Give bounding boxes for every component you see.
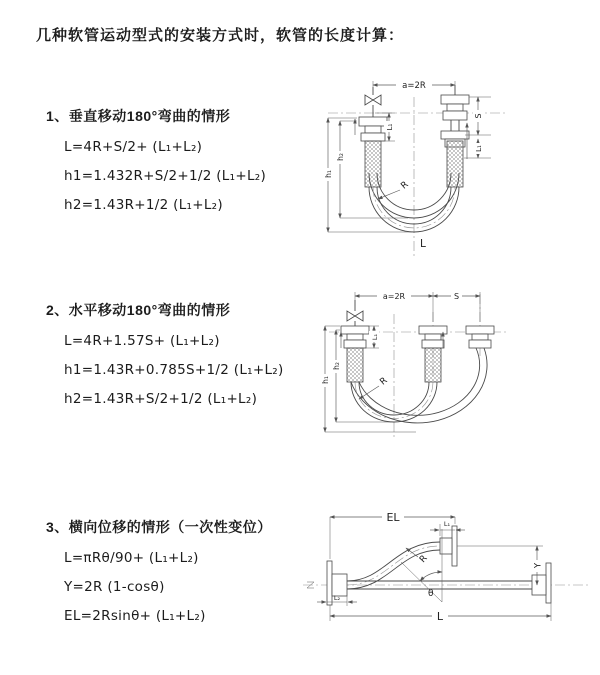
- dim-label-y: Y: [533, 562, 544, 569]
- dim-label-a2r: a=2R: [382, 292, 406, 301]
- formula-line: L=πRθ/90+ (L₁+L₂): [64, 550, 199, 566]
- dim-label-radius: R: [378, 375, 390, 388]
- hose-assembly: [355, 85, 469, 232]
- dim-label-h2: h₂: [336, 153, 345, 161]
- formula-line: L=4R+S/2+ (L₁+L₂): [64, 139, 203, 155]
- dim-label-radius: R: [418, 553, 430, 566]
- braided-hose-section: [365, 141, 381, 187]
- dim-label-h2: h₂: [332, 362, 341, 370]
- section-lateral-displacement: [46, 517, 316, 624]
- flange: [452, 526, 457, 566]
- hose-assembly: [307, 526, 551, 605]
- formula-line: h2=1.43R+S/2+1/2 (L₁+L₂): [64, 391, 258, 407]
- section-2-heading: 2、水平移动180°弯曲的情形: [46, 302, 231, 318]
- braided-hose-section: [347, 348, 363, 382]
- dimensions: [320, 290, 480, 432]
- section-horizontal-movement: [46, 300, 316, 407]
- dim-label-end-length: L₁: [371, 333, 379, 341]
- formula-line: h1=1.432R+S/2+1/2 (L₁+L₂): [64, 168, 267, 184]
- dim-label-end-length: L₁: [443, 520, 451, 528]
- formula-line: Y=2R (1-cosθ): [64, 579, 165, 595]
- formula-line: L=4R+1.57S+ (L₁+L₂): [64, 333, 220, 349]
- section-vertical-movement: [46, 106, 316, 213]
- flange: [327, 561, 332, 605]
- diagram-horizontal-180-bend: [311, 286, 599, 444]
- dimensions: [317, 510, 551, 623]
- angle-label-theta: θ: [428, 589, 434, 599]
- flange: [546, 563, 551, 603]
- dim-label-length: L: [436, 610, 444, 623]
- formula-line: EL=2Rsinθ+ (L₁+L₂): [64, 608, 206, 624]
- dim-label-end-length: L₁: [386, 123, 394, 131]
- dim-label-a2r: a=2R: [402, 81, 426, 91]
- dim-label-stroke: S: [474, 113, 483, 119]
- dim-label-h1: h₁: [324, 170, 333, 178]
- page-title: 几种软管运动型式的安装方式时，软管的长度计算：: [36, 27, 405, 44]
- section-3-heading: 3、横向位移的情形（一次性变位）: [46, 519, 272, 535]
- section-1-heading: 1、垂直移动180°弯曲的情形: [46, 108, 231, 124]
- dim-label-radius: R: [399, 179, 411, 192]
- diagram-lateral-displacement: [297, 504, 597, 639]
- dim-label-stroke: S: [453, 292, 460, 301]
- valve-icon: [365, 95, 381, 105]
- braided-hose-section: [425, 348, 441, 382]
- hose-assembly: [341, 300, 494, 423]
- dim-label-el: EL: [386, 511, 400, 524]
- formula-line: h2=1.43R+1/2 (L₁+L₂): [64, 197, 223, 213]
- dim-label-h1: h₁: [321, 376, 330, 384]
- dim-label-end-length: L₁: [475, 145, 483, 152]
- dim-label-end-length: L₂: [333, 594, 341, 602]
- dimensions: [323, 79, 491, 250]
- braided-hose-section: [447, 141, 463, 187]
- valve-icon: [347, 311, 363, 321]
- formula-line: h1=1.43R+0.785S+1/2 (L₁+L₂): [64, 362, 284, 378]
- dim-label-length: L: [420, 238, 426, 250]
- diagram-vertical-180-bend: [312, 73, 584, 258]
